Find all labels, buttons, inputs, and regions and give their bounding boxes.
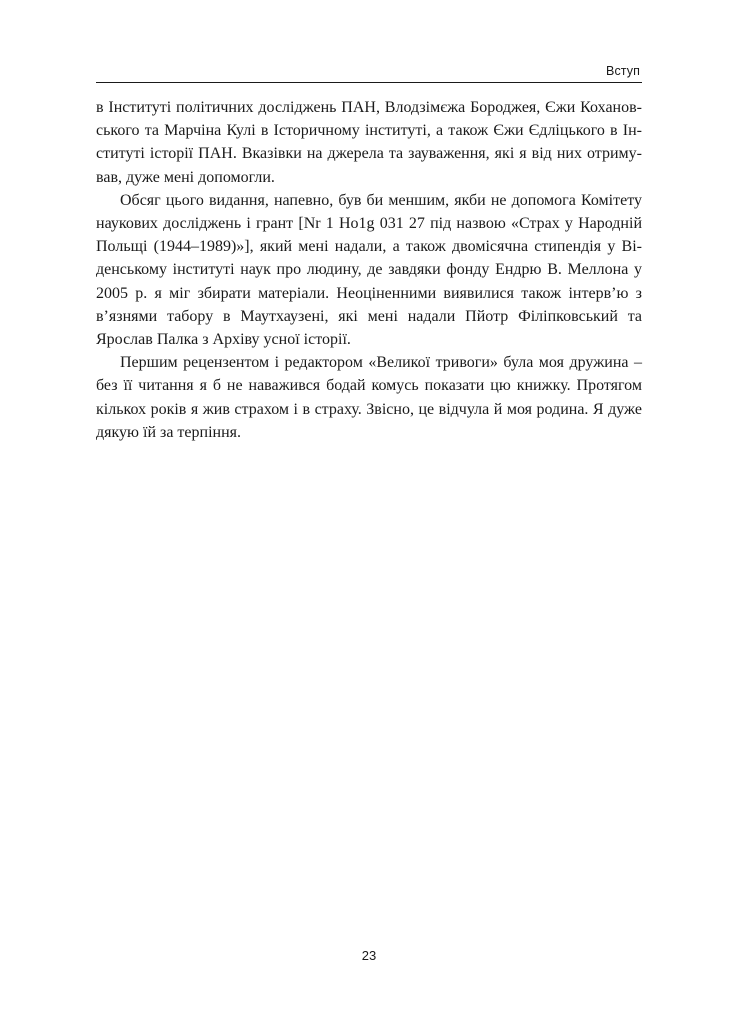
section-title: Вступ: [606, 64, 640, 78]
running-header: [96, 62, 642, 83]
page-number: 23: [361, 948, 377, 963]
body-text: [96, 96, 642, 444]
paragraph-continued: в Інституті політичних досліджень ПАН, Влодзімєжа Бороджея, Єжи Кохановського та Марчіна Кулі в Історичному інституті, а також Єжи Єдліцького в Інституті історії ПАН. Вказівки на джерела та зауваження, які я від них отримував, дуже мені допомогли.: [96, 99, 642, 186]
paragraph-funding: Обсяг цього видання, напевно, був би меншим, якби не допомога Комітету наукових досліджень і грант [Nr 1 Ho1g 031 27 під назвою «Страх у Народній Польщі (1944–1989)»], який мені надали, а також двомісячна стипендія у Віденському інституті наук про людину, де завдяки фонду Ендрю В. Меллона у 2005 р. я міг збирати матеріали. Неоціненними виявилися також інтерв’ю з в’язнями табору в Маутхаузені, які мені надали Пйотр Філіпковський та Ярослав Палка з Архіву усної історії.: [96, 191, 642, 349]
paragraph-acknowledgement: Першим рецензентом і редактором «Великої тривоги» була моя дружина – без її читання я б не наважився бодай комусь показати цю книжку. Протягом кількох років я жив страхом і в страху. Звісно, це відчула й моя родина. Я дуже дякую їй за терпіння.: [96, 354, 642, 441]
